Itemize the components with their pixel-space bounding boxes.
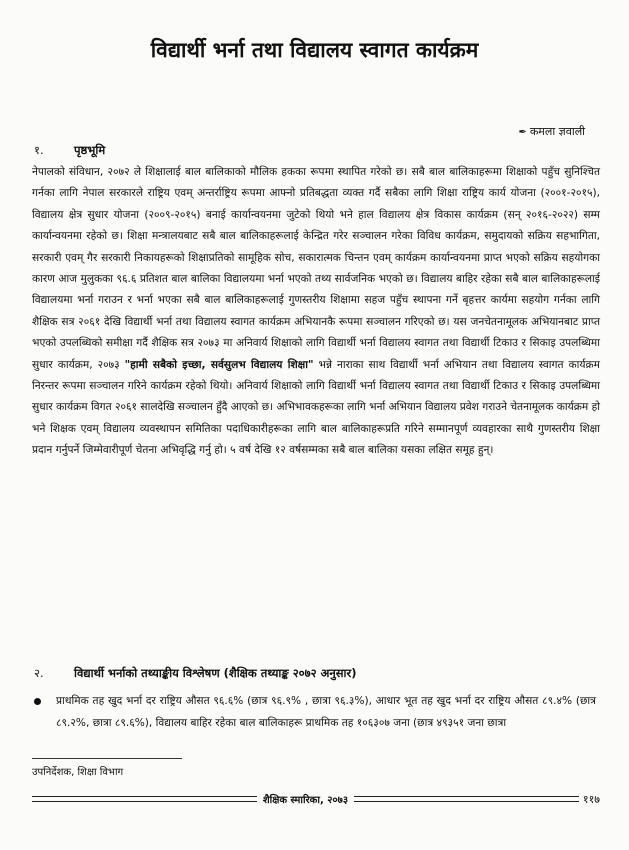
page-footer bbox=[32, 792, 600, 806]
footer-rule-right bbox=[354, 796, 579, 802]
footer-rule-left bbox=[32, 796, 257, 802]
author-line bbox=[518, 124, 585, 139]
bullet-item bbox=[56, 690, 596, 734]
footnote: उपनिर्देशक, शिक्षा विभाग bbox=[32, 767, 124, 778]
paragraph-part-1: नेपालको संविधान, २०७२ ले शिक्षालाई बाल बालिकाको मौलिक हकका रूपमा स्थापित गरेको छ। सबै बाल बालिकाहरूमा शिक्षाको पहुँच सुनिश्चित गर्नका लागि नेपाल सरकारले राष्ट्रिय एवम् अन्तर्राष्ट्रिय रूपमा आफ्नो प्रतिबद्धता व्यक्त गर्दै सबैका लागि शिक्षा राष्ट्रिय कार्य योजना (२००१-२०१५), विद्यालय क्षेत्र सुधार योजना (२००९-२०१५) बनाई कार्यान्वयनमा जुटेको थियो भने हाल विद्यालय क्षेत्र विकास कार्यक्रम (सन् २०१६-२०२२) सम्म कार्यान्वयनमा रहेको छ। शिक्षा मन्त्रालयबाट सबै बाल बालिकाहरूलाई केन्द्रित गरेर सञ्चालन गरेका विविध कार्यक्रम, समुदायको सक्रिय सहभागिता, सरकारी एवम् गैर सरकारी निकायहरूको शिक्षाप्रतिको सामूहिक सोच, सकारात्मक चिन्तन एवम् कार्यक्रम कार्यान्वयनमा प्राप्त भएको सक्रिय सहयोगका कारण आज मुलुकका ९६.६ प्रतिशत बाल बालिका विद्यालयमा भर्ना भएको तथ्य सार्वजनिक भएको छ। विद्यालय बाहिर रहेका सबै बाल बालिकाहरूलाई विद्यालयमा भर्ना गराउन र भर्ना भएका सबै बाल बालिकाहरूलाई गुणस्तरीय शिक्षामा सहज पहुँच स्थापना गर्ने बृहत्तर कार्यमा सहयोग गर्नका लागि शैक्षिक सत्र २०६१ देखि विद्यार्थी भर्ना तथा विद्यालय स्वागत कार्यक्रम अभियानकै रूपमा सञ्चालन गरिएको छ। यस जनचेतनामूलक अभियानबाट प्राप्त भएको उपलब्धिको समीक्षा गर्दै शैक्षिक सत्र २०७३ मा अनिवार्य शिक्षाको लागि विद्यार्थी भर्ना विद्यालय स्वागत तथा विद्यार्थी टिकाउ र सिकाइ उपलब्धिमा सुधार कार्यक्रम, २०७३ bbox=[32, 166, 600, 371]
footer-magazine-name: शैक्षिक स्मारिका, २०७३ bbox=[262, 795, 349, 806]
paragraph-part-2: भन्ने नाराका साथ विद्यार्थी भर्ना अभियान तथा विद्यालय स्वागत कार्यक्रम निरन्तर रूपमा सञ्चालन गरिने कार्यक्रम रहेको थियो। अनिवार्य शिक्षाको लागि विद्यार्थी भर्ना विद्यालय स्वागत तथा विद्यार्थी टिकाउ र सिकाइ उपलब्धिमा सुधार कार्यक्रम विगत २०६१ सालदेखि सञ्चालन हुँदै आएको छ। अभिभावकहरूका लागि भर्ना अभियान विद्यालय प्रवेश गराउने चेतनामूलक कार्यक्रम हो भने शिक्षक एवम् विद्यालय व्यवस्थापन समितिका पदाधिकारीहरूका लागि बाल बालिकाहरूप्रति गरिने सम्मानपूर्ण व्यवहारका साथै गुणस्तरीय शिक्षा प्रदान गर्नुपर्ने जिम्मेवारीपूर्ण चेतना अभिवृद्धि गर्नु हो। ५ वर्ष देखि १२ वर्षसम्मका सबै बाल बालिका यसका लक्षित समूह हुन्। bbox=[32, 358, 600, 457]
page-number: ११७ bbox=[582, 792, 601, 806]
section-2-heading bbox=[34, 666, 357, 681]
slogan: "हामी सबैको इच्छा, सर्वसुलभ विद्यालय शिक्षा" bbox=[124, 358, 314, 371]
section-2-number: २. bbox=[34, 666, 44, 680]
article-title: विद्यार्थी भर्ना तथा विद्यालय स्वागत कार्यक्रम bbox=[150, 38, 479, 62]
section-1-number: १. bbox=[34, 143, 44, 157]
pen-icon: ✒ bbox=[518, 127, 527, 138]
section-2-title: विद्यार्थी भर्नाको तथ्याङ्कीय विश्लेषण (शैक्षिक तथ्याङ्क २०७२ अनुसार) bbox=[74, 666, 357, 680]
body-paragraph bbox=[32, 162, 600, 462]
bullet-dot-icon bbox=[34, 698, 41, 705]
section-1-title: पृष्ठभूमि bbox=[74, 143, 106, 157]
footnote-divider bbox=[32, 758, 182, 759]
author-name: कमला ज्ञवाली bbox=[529, 125, 585, 138]
section-1-heading bbox=[34, 143, 105, 158]
bullet-text: प्राथमिक तह खुद भर्ना दर राष्ट्रिय औसत ९६.६% (छात्र ९६.९% , छात्रा ९६.३%), आधार भूत तह खुद भर्ना दर राष्ट्रिय औसत ८९.४% (छात्र ८९.२%, छात्रा ८९.६%), विद्यालय बाहिर रहेका बाल बालिकाहरू प्राथमिक तह १०६३०७ जना (छात्र ४९३५१ जना छात्रा bbox=[56, 695, 596, 729]
